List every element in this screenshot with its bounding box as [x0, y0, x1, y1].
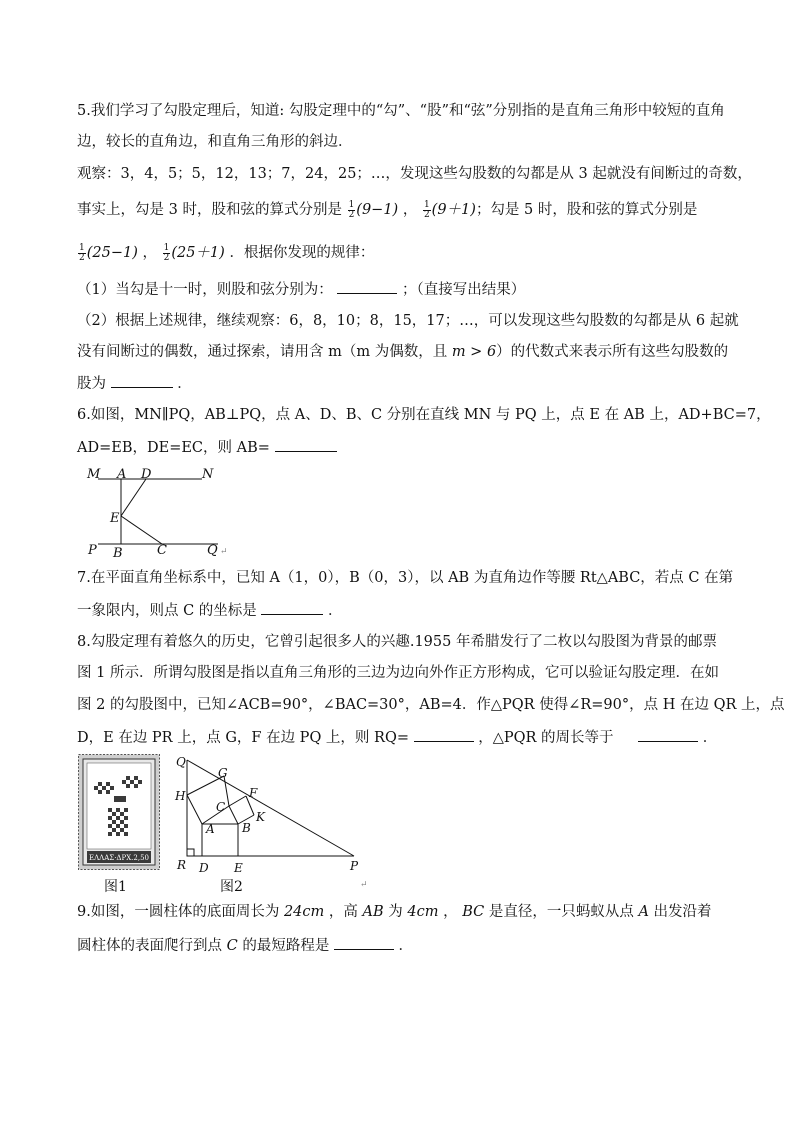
- q5-line5: [77, 243, 374, 263]
- label-b: B: [113, 546, 123, 560]
- label-c: C: [157, 543, 167, 558]
- label-b: B: [242, 821, 251, 835]
- q8-line4-suffix: ．: [702, 730, 718, 746]
- q5-line5-text: ．根据你发现的规律：: [229, 245, 375, 261]
- q9-line1: [77, 902, 712, 922]
- return-mark: ↵: [220, 547, 228, 557]
- expr-25-minus-1: (25−1): [86, 245, 138, 261]
- q5-line4-text-b: ；勾是 5 时，股和弦的算式分别是: [475, 202, 698, 218]
- label-q: Q: [207, 543, 218, 558]
- expr-9-plus-1: (9＋1): [431, 202, 476, 218]
- q5-sub2-line2-text: 没有间断过的偶数，通过探索，请用含 m（m 为偶数，且: [77, 344, 448, 360]
- separator: ，: [402, 202, 418, 218]
- segment-cf: [229, 796, 246, 806]
- answer-blank-perimeter[interactable]: [638, 727, 698, 742]
- q5-sub2-line1: （2）根据上述规律，继续观察：6，8，10；8，15，17；…，可以发现这些勾股数的勾都是从 6 起就: [77, 313, 739, 329]
- answer-blank[interactable]: [111, 373, 173, 388]
- fraction-half: $\frac{1}{2}$: [163, 242, 170, 263]
- stamp-figure: [78, 754, 160, 870]
- segment-ah: [187, 795, 202, 824]
- condition-m-gt-6: m > 6: [451, 344, 497, 360]
- q9-line1-text: 9.如图，一圆柱体的底面周长为: [77, 904, 280, 920]
- q9-line1-text-d: ，: [443, 904, 458, 920]
- label-d: D: [141, 467, 152, 482]
- point-c-label: C: [226, 938, 238, 954]
- q9-line2-text: 圆柱体的表面爬行到点: [77, 938, 222, 954]
- fraction-half: $\frac{1}{2}$: [348, 199, 355, 220]
- q9-line2: [77, 935, 413, 956]
- q5-sub1-suffix: ；（直接写出结果）: [401, 282, 526, 298]
- q6-line1: 6.如图，MN∥PQ，AB⊥PQ，点 A、D、B、C 分别在直线 MN 与 PQ 上，点 E 在 AB 上，AD+BC=7，: [77, 407, 771, 423]
- height-value: 4cm: [407, 904, 439, 920]
- q5-sub2-line2: [77, 342, 728, 362]
- figure1-caption: 图1: [104, 879, 127, 895]
- q5-line3: 观察：3，4，5；5，12，13；7，24，25；…，发现这些勾股数的勾都是从 3 起就没有间断过的奇数，: [77, 166, 752, 182]
- q7-line2-text: 一象限内，则点 C 的坐标是: [77, 603, 257, 619]
- label-p: P: [88, 543, 97, 558]
- q8-line1: 8.勾股定理有着悠久的历史，它曾引起很多人的兴趣.1955 年希腊发行了二枚以勾股图为背景的邮票: [77, 634, 717, 650]
- segment-ed: [121, 479, 146, 516]
- segment-ab-label: AB: [362, 904, 384, 920]
- q6-line2-text: AD=EB，DE=EC，则 AB=: [77, 440, 270, 456]
- q9-line2-text-b: 的最短路程是: [242, 938, 330, 954]
- circumference-value: 24cm: [283, 904, 325, 920]
- separator: ，: [142, 245, 157, 261]
- q8-line3: 图 2 的勾股图中，已知∠ACB=90°，∠BAC=30°，AB=4．作△PQR 使得∠R=90°，点 H 在边 QR 上，点: [77, 697, 785, 713]
- q5-sub1-text: （1）当勾是十一时，则股和弦分别为：: [77, 282, 333, 298]
- q5-sub2-line3-suffix: ．: [177, 376, 192, 392]
- q5-sub1: [77, 279, 525, 300]
- segment-bc-label: BC: [462, 904, 485, 920]
- figure2-caption: 图2: [220, 879, 243, 895]
- pythagoras-figure: [170, 752, 380, 874]
- q8-line4-mid: ，△PQR 的周长等于: [478, 730, 614, 746]
- fraction-half: $\frac{1}{2}$: [423, 199, 430, 220]
- label-c: C: [216, 800, 226, 814]
- segment-ec: [121, 516, 162, 544]
- expr-25-plus-1: (25＋1): [171, 245, 225, 261]
- q7-line2-suffix: ．: [328, 603, 343, 619]
- q9-line1-text-e: 是直径，一只蚂蚁从点: [488, 904, 634, 920]
- q8-line4-text: D，E 在边 PR 上，点 G，F 在边 PQ 上，则 RQ=: [77, 730, 409, 746]
- label-q: Q: [176, 755, 186, 769]
- label-d: D: [199, 861, 209, 874]
- stamp-text: ΕΛΛΑΣ·ΔΡΧ.2,50: [88, 854, 150, 862]
- q7-line2: [77, 600, 343, 621]
- answer-blank[interactable]: [337, 279, 397, 294]
- label-r: R: [177, 858, 187, 872]
- label-m: M: [87, 467, 101, 482]
- q8-line2: 图 1 所示．所谓勾股图是指以直角三角形的三边为边向外作正方形构成，它可以验证勾股定理．在如: [77, 665, 719, 681]
- q5-sub2-line2-suffix: ）的代数式来表示所有这些勾股数的: [496, 344, 729, 360]
- label-a: A: [117, 467, 127, 482]
- label-e: E: [110, 511, 120, 526]
- q5-line4: [77, 200, 697, 220]
- label-p: P: [350, 859, 359, 873]
- right-angle-mark-r: [187, 849, 194, 856]
- answer-blank[interactable]: [334, 935, 394, 950]
- fraction-half: $\frac{1}{2}$: [79, 242, 85, 263]
- q9-line2-suffix: ．: [398, 938, 414, 954]
- segment-cb: [229, 806, 238, 824]
- q5-line2: 边，较长的直角边，和直角三角形的斜边．: [77, 134, 353, 150]
- q5-line4-text: 事实上，勾是 3 时，股和弦的算式分别是: [77, 202, 342, 218]
- q5-sub2-line3: [77, 373, 192, 394]
- q5-line1: 5.我们学习了勾股定理后，知道: 勾股定理中的“勾”、“股”和“弦”分别指的是直角三角形中较短的直角: [77, 103, 725, 119]
- point-a-label: A: [638, 904, 649, 920]
- hypotenuse-qp: [187, 760, 354, 856]
- label-a: A: [206, 822, 215, 836]
- return-mark: ↵: [360, 880, 368, 890]
- q9-line1-text-f: 出发沿着: [653, 904, 712, 920]
- stamp-inner: [87, 763, 151, 849]
- expr-9-minus-1: (9−1): [356, 202, 399, 218]
- label-f: F: [249, 786, 258, 800]
- label-k: K: [256, 810, 265, 824]
- answer-blank[interactable]: [275, 437, 337, 452]
- q7-line1: 7.在平面直角坐标系中，已知 A（1，0），B（0，3），以 AB 为直角边作等腰 Rt△ABC，若点 C 在第: [77, 570, 734, 586]
- answer-blank-rq[interactable]: [414, 727, 474, 742]
- q6-line2: [77, 437, 337, 458]
- label-h: H: [175, 789, 186, 803]
- q6-figure: [84, 462, 244, 560]
- label-n: N: [202, 467, 214, 482]
- answer-blank[interactable]: [261, 600, 323, 615]
- q5-sub2-line3-text: 股为: [77, 376, 106, 392]
- q8-line4: [77, 727, 717, 748]
- label-g: G: [218, 766, 228, 780]
- q9-line1-text-b: ，高: [328, 904, 358, 920]
- label-e: E: [234, 861, 243, 874]
- q9-line1-text-c: 为: [388, 904, 403, 920]
